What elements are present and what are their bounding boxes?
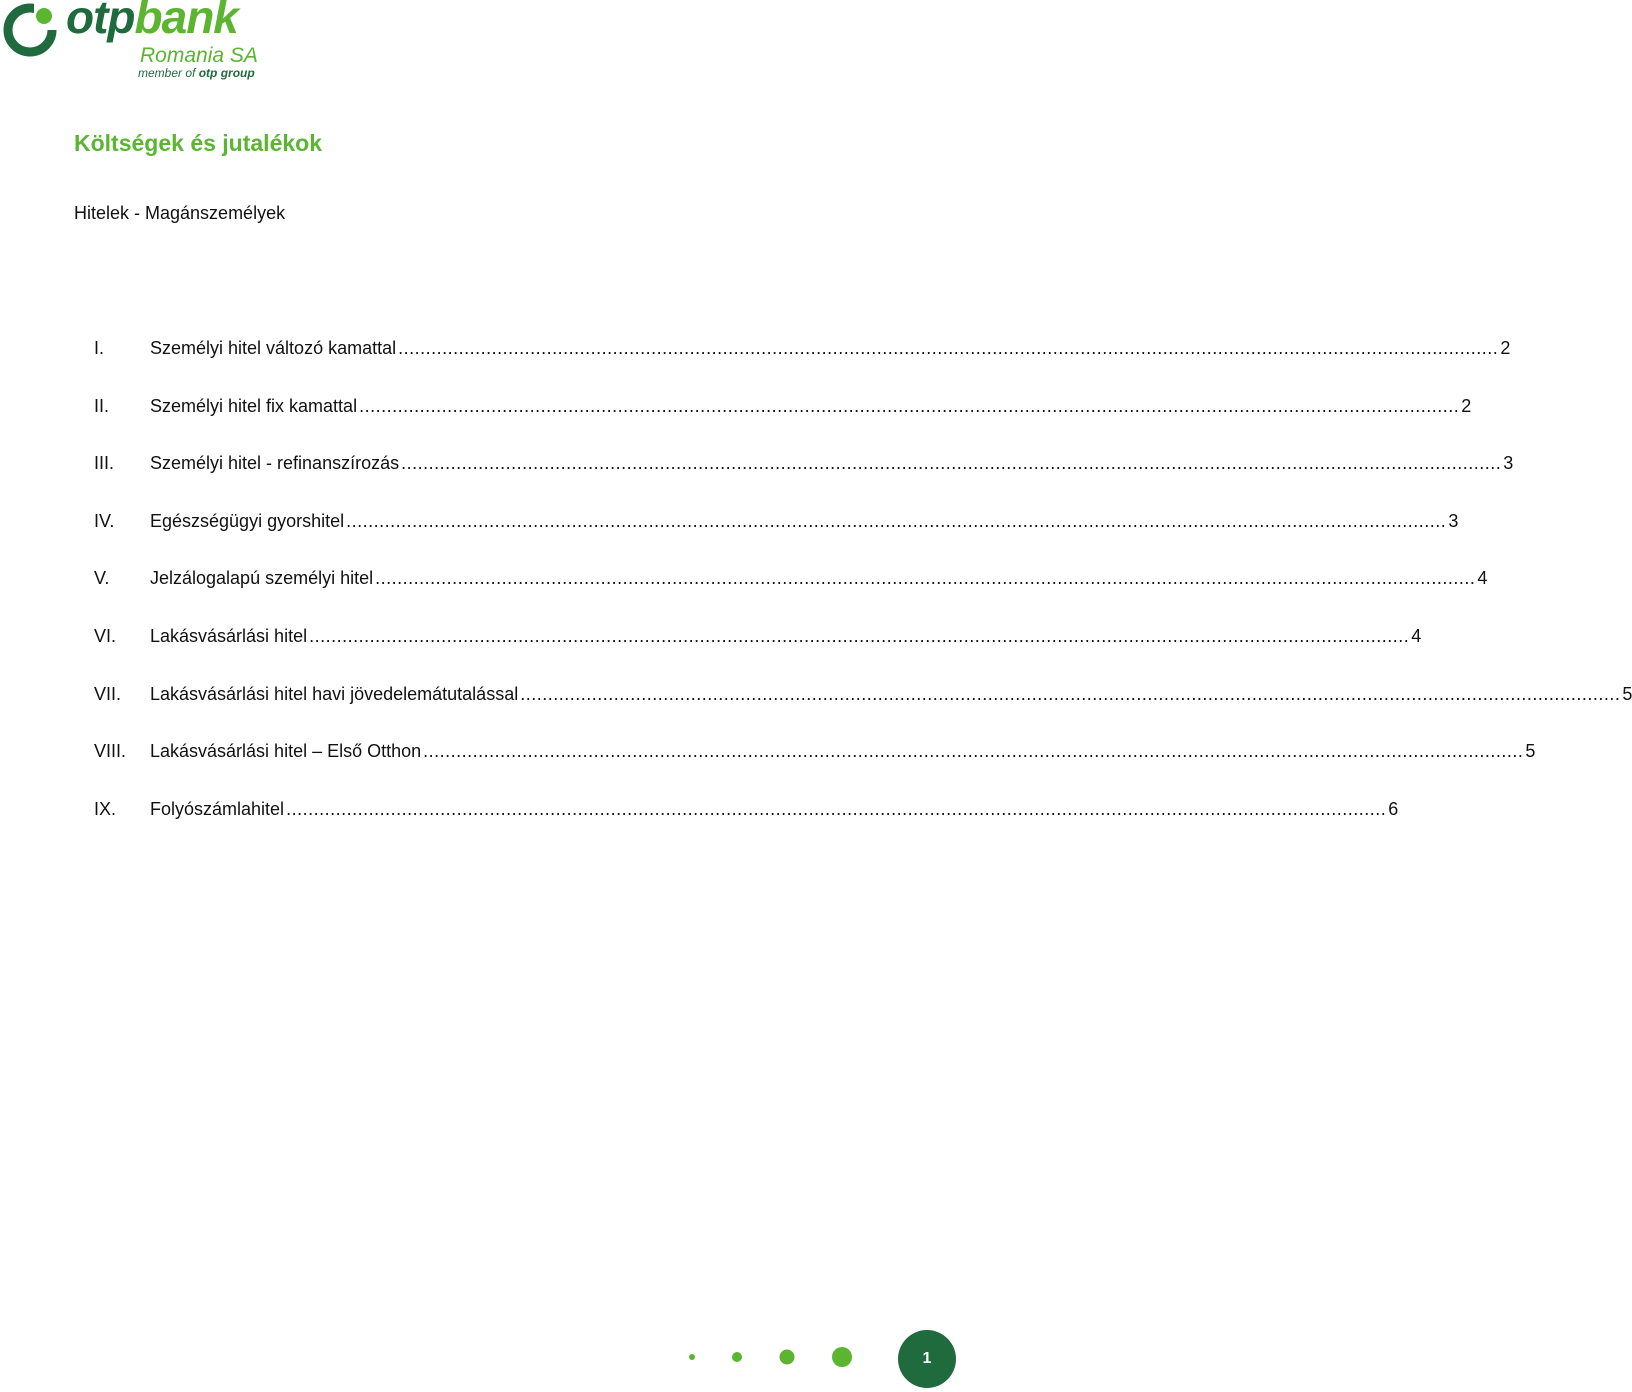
toc-dot-leader: ........................................................................................................................................................................................................ <box>423 741 1524 762</box>
toc-dot-leader: ........................................................................................................................................................................................................ <box>520 683 1621 704</box>
page-number: 1 <box>922 1350 932 1367</box>
toc-entry-page: 4 <box>1411 625 1422 646</box>
toc-entry-label: Személyi hitel fix kamattal <box>150 395 358 416</box>
toc-entry-page: 6 <box>1388 798 1399 819</box>
logo-member-line <box>138 67 255 79</box>
logo-wordmark <box>66 0 238 43</box>
toc-entry-label: Egészségügyi gyorshitel <box>150 510 345 531</box>
document-subtitle: Hitelek - Magánszemélyek <box>74 203 286 223</box>
toc-entry[interactable] <box>94 395 1472 454</box>
logo-subtitle: Romania SA <box>140 44 258 67</box>
toc-entry-page: 4 <box>1477 568 1488 589</box>
otp-bank-logo <box>4 0 264 84</box>
toc-entry[interactable] <box>94 338 1511 396</box>
table-of-contents <box>94 338 1632 856</box>
toc-entry-label: Személyi hitel változó kamattal <box>150 338 397 358</box>
toc-dot-leader: ........................................................................................................................................................................................................ <box>359 395 1460 416</box>
toc-dot-leader: ........................................................................................................................................................................................................ <box>346 510 1447 531</box>
toc-entry-page: 5 <box>1525 741 1536 762</box>
toc-entry-number: III. <box>94 453 115 474</box>
toc-dot-leader: ........................................................................................................................................................................................................ <box>286 798 1387 819</box>
toc-entry[interactable] <box>94 683 1632 742</box>
toc-entry-page: 5 <box>1622 683 1632 704</box>
toc-dot-leader: ........................................................................................................................................................................................................ <box>375 568 1476 589</box>
toc-entry-label: Lakásvásárlási hitel havi jövedelemátutalással <box>150 683 519 704</box>
toc-entry[interactable] <box>94 741 1536 799</box>
toc-entry-number: IV. <box>94 510 115 531</box>
toc-entry-number: V. <box>94 568 110 589</box>
toc-entry-number: VII. <box>94 683 122 704</box>
toc-dot-leader: ........................................................................................................................................................................................................ <box>401 453 1502 474</box>
toc-entry[interactable] <box>94 798 1399 857</box>
toc-entry-page: 2 <box>1500 338 1511 358</box>
toc-entry-number: VIII. <box>94 741 127 762</box>
toc-entry-number: VI. <box>94 625 117 646</box>
toc-entry-page: 2 <box>1461 395 1472 416</box>
toc-entry[interactable] <box>94 510 1459 569</box>
toc-dot-leader: ........................................................................................................................................................................................................ <box>398 338 1499 358</box>
toc-dot-leader: ........................................................................................................................................................................................................ <box>309 625 1410 646</box>
toc-entry-page: 3 <box>1503 453 1514 474</box>
toc-entry[interactable] <box>94 625 1422 684</box>
toc-entry[interactable] <box>94 568 1488 626</box>
page-number-badge <box>898 1330 956 1388</box>
toc-entry-label: Személyi hitel - refinanszírozás <box>150 453 400 474</box>
toc-entry-label: Jelzálogalapú személyi hitel <box>150 568 374 589</box>
toc-entry-label: Lakásvásárlási hitel <box>150 625 308 646</box>
toc-entry[interactable] <box>94 453 1514 511</box>
toc-entry-label: Folyószámlahitel <box>150 798 285 819</box>
logo-word-bank: bank <box>134 0 238 43</box>
decorative-dots-icon <box>680 1340 860 1374</box>
toc-entry-number: II. <box>94 395 110 416</box>
logo-member-brand: otp group <box>198 66 255 80</box>
toc-entry-page: 3 <box>1448 510 1459 531</box>
toc-entry-label: Lakásvásárlási hitel – Első Otthon <box>150 741 422 762</box>
logo-member-prefix: member of <box>138 66 196 80</box>
otp-logo-mark-icon <box>4 2 60 56</box>
document-title: Költségek és jutalékok <box>74 130 322 156</box>
logo-word-otp: otp <box>66 0 135 43</box>
toc-entry-number: I. <box>94 338 105 358</box>
toc-entry-number: IX. <box>94 798 117 819</box>
